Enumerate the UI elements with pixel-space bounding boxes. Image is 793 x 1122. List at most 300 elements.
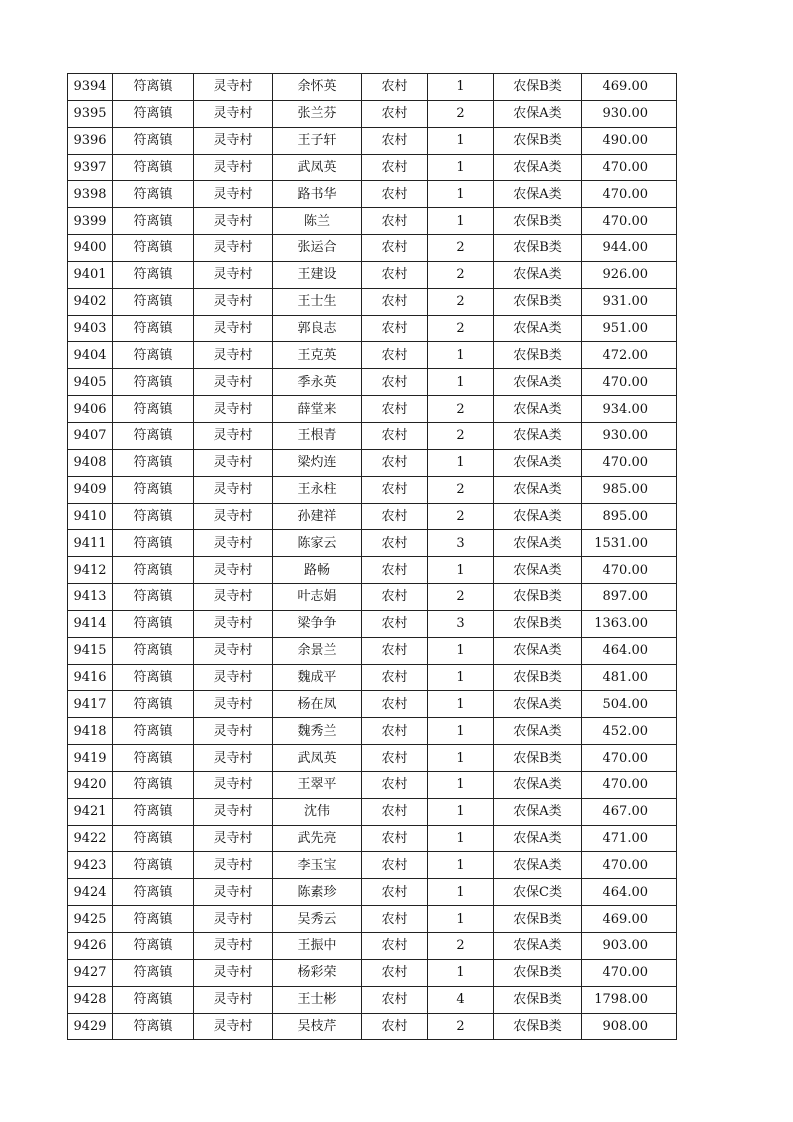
village-cell: 灵寺村	[194, 584, 273, 611]
household-size-cell: 2	[428, 933, 494, 960]
village-cell: 灵寺村	[194, 208, 273, 235]
serial-number-cell: 9414	[68, 610, 113, 637]
household-size-cell: 1	[428, 557, 494, 584]
serial-number-cell: 9417	[68, 691, 113, 718]
table-row	[68, 235, 677, 262]
serial-number-cell: 9399	[68, 208, 113, 235]
area-type-cell: 农村	[362, 503, 428, 530]
serial-number-cell: 9396	[68, 127, 113, 154]
village-cell: 灵寺村	[194, 74, 273, 101]
name-cell: 路畅	[273, 557, 362, 584]
category-cell: 农保B类	[494, 584, 582, 611]
serial-number-cell: 9412	[68, 557, 113, 584]
table-row	[68, 503, 677, 530]
name-cell: 王克英	[273, 342, 362, 369]
town-cell: 符离镇	[113, 476, 194, 503]
name-cell: 王翠平	[273, 771, 362, 798]
amount-cell: 951.00	[582, 315, 677, 342]
town-cell: 符离镇	[113, 369, 194, 396]
village-cell: 灵寺村	[194, 798, 273, 825]
category-cell: 农保A类	[494, 530, 582, 557]
town-cell: 符离镇	[113, 798, 194, 825]
serial-number-cell: 9423	[68, 852, 113, 879]
amount-cell: 470.00	[582, 369, 677, 396]
area-type-cell: 农村	[362, 879, 428, 906]
village-cell: 灵寺村	[194, 986, 273, 1013]
serial-number-cell: 9398	[68, 181, 113, 208]
category-cell: 农保A类	[494, 100, 582, 127]
category-cell: 农保A类	[494, 422, 582, 449]
area-type-cell: 农村	[362, 369, 428, 396]
area-type-cell: 农村	[362, 208, 428, 235]
town-cell: 符离镇	[113, 691, 194, 718]
name-cell: 王建设	[273, 261, 362, 288]
amount-cell: 467.00	[582, 798, 677, 825]
amount-cell: 895.00	[582, 503, 677, 530]
name-cell: 孙建祥	[273, 503, 362, 530]
town-cell: 符离镇	[113, 100, 194, 127]
serial-number-cell: 9405	[68, 369, 113, 396]
serial-number-cell: 9397	[68, 154, 113, 181]
village-cell: 灵寺村	[194, 342, 273, 369]
area-type-cell: 农村	[362, 933, 428, 960]
category-cell: 农保A类	[494, 771, 582, 798]
table-row	[68, 476, 677, 503]
village-cell: 灵寺村	[194, 718, 273, 745]
amount-cell: 469.00	[582, 74, 677, 101]
category-cell: 农保A类	[494, 691, 582, 718]
amount-cell: 926.00	[582, 261, 677, 288]
serial-number-cell: 9413	[68, 584, 113, 611]
amount-cell: 944.00	[582, 235, 677, 262]
name-cell: 陈素珍	[273, 879, 362, 906]
village-cell: 灵寺村	[194, 288, 273, 315]
category-cell: 农保A类	[494, 933, 582, 960]
household-size-cell: 1	[428, 798, 494, 825]
household-size-cell: 2	[428, 1013, 494, 1040]
town-cell: 符离镇	[113, 1013, 194, 1040]
household-size-cell: 2	[428, 100, 494, 127]
amount-cell: 903.00	[582, 933, 677, 960]
village-cell: 灵寺村	[194, 557, 273, 584]
town-cell: 符离镇	[113, 610, 194, 637]
serial-number-cell: 9410	[68, 503, 113, 530]
town-cell: 符离镇	[113, 664, 194, 691]
table-row	[68, 664, 677, 691]
table-row	[68, 906, 677, 933]
household-size-cell: 1	[428, 745, 494, 772]
area-type-cell: 农村	[362, 610, 428, 637]
serial-number-cell: 9402	[68, 288, 113, 315]
table-row	[68, 771, 677, 798]
amount-cell: 472.00	[582, 342, 677, 369]
amount-cell: 930.00	[582, 422, 677, 449]
table-row	[68, 449, 677, 476]
area-type-cell: 农村	[362, 235, 428, 262]
town-cell: 符离镇	[113, 557, 194, 584]
village-cell: 灵寺村	[194, 181, 273, 208]
village-cell: 灵寺村	[194, 100, 273, 127]
table-row	[68, 530, 677, 557]
town-cell: 符离镇	[113, 718, 194, 745]
amount-cell: 471.00	[582, 825, 677, 852]
name-cell: 叶志娟	[273, 584, 362, 611]
household-size-cell: 1	[428, 369, 494, 396]
name-cell: 武先亮	[273, 825, 362, 852]
name-cell: 余怀英	[273, 74, 362, 101]
serial-number-cell: 9420	[68, 771, 113, 798]
area-type-cell: 农村	[362, 718, 428, 745]
table-row	[68, 798, 677, 825]
town-cell: 符离镇	[113, 235, 194, 262]
town-cell: 符离镇	[113, 288, 194, 315]
household-size-cell: 1	[428, 825, 494, 852]
serial-number-cell: 9408	[68, 449, 113, 476]
amount-cell: 1363.00	[582, 610, 677, 637]
household-size-cell: 2	[428, 503, 494, 530]
town-cell: 符离镇	[113, 906, 194, 933]
table-row	[68, 584, 677, 611]
area-type-cell: 农村	[362, 825, 428, 852]
table-row	[68, 879, 677, 906]
name-cell: 杨彩荣	[273, 959, 362, 986]
household-size-cell: 1	[428, 879, 494, 906]
amount-cell: 481.00	[582, 664, 677, 691]
amount-cell: 470.00	[582, 181, 677, 208]
household-size-cell: 1	[428, 771, 494, 798]
amount-cell: 470.00	[582, 557, 677, 584]
area-type-cell: 农村	[362, 261, 428, 288]
amount-cell: 930.00	[582, 100, 677, 127]
roster-table	[67, 73, 677, 1040]
town-cell: 符离镇	[113, 986, 194, 1013]
area-type-cell: 农村	[362, 1013, 428, 1040]
household-size-cell: 2	[428, 584, 494, 611]
household-size-cell: 2	[428, 235, 494, 262]
household-size-cell: 1	[428, 342, 494, 369]
household-size-cell: 2	[428, 476, 494, 503]
category-cell: 农保A类	[494, 261, 582, 288]
table-row	[68, 261, 677, 288]
area-type-cell: 农村	[362, 852, 428, 879]
name-cell: 梁争争	[273, 610, 362, 637]
category-cell: 农保B类	[494, 745, 582, 772]
table-row	[68, 369, 677, 396]
village-cell: 灵寺村	[194, 127, 273, 154]
town-cell: 符离镇	[113, 422, 194, 449]
category-cell: 农保A类	[494, 557, 582, 584]
category-cell: 农保B类	[494, 288, 582, 315]
village-cell: 灵寺村	[194, 315, 273, 342]
town-cell: 符离镇	[113, 181, 194, 208]
household-size-cell: 1	[428, 181, 494, 208]
category-cell: 农保C类	[494, 879, 582, 906]
category-cell: 农保A类	[494, 852, 582, 879]
table-row	[68, 637, 677, 664]
area-type-cell: 农村	[362, 637, 428, 664]
village-cell: 灵寺村	[194, 906, 273, 933]
amount-cell: 469.00	[582, 906, 677, 933]
village-cell: 灵寺村	[194, 825, 273, 852]
town-cell: 符离镇	[113, 449, 194, 476]
category-cell: 农保B类	[494, 127, 582, 154]
area-type-cell: 农村	[362, 959, 428, 986]
category-cell: 农保B类	[494, 610, 582, 637]
household-size-cell: 1	[428, 154, 494, 181]
serial-number-cell: 9427	[68, 959, 113, 986]
town-cell: 符离镇	[113, 959, 194, 986]
village-cell: 灵寺村	[194, 530, 273, 557]
village-cell: 灵寺村	[194, 261, 273, 288]
area-type-cell: 农村	[362, 449, 428, 476]
household-size-cell: 2	[428, 422, 494, 449]
household-size-cell: 2	[428, 396, 494, 423]
village-cell: 灵寺村	[194, 771, 273, 798]
serial-number-cell: 9407	[68, 422, 113, 449]
name-cell: 魏成平	[273, 664, 362, 691]
household-size-cell: 1	[428, 208, 494, 235]
household-size-cell: 1	[428, 74, 494, 101]
area-type-cell: 农村	[362, 288, 428, 315]
area-type-cell: 农村	[362, 691, 428, 718]
amount-cell: 1798.00	[582, 986, 677, 1013]
name-cell: 张兰芬	[273, 100, 362, 127]
category-cell: 农保B类	[494, 342, 582, 369]
area-type-cell: 农村	[362, 422, 428, 449]
area-type-cell: 农村	[362, 396, 428, 423]
town-cell: 符离镇	[113, 637, 194, 664]
name-cell: 王永柱	[273, 476, 362, 503]
household-size-cell: 1	[428, 127, 494, 154]
amount-cell: 934.00	[582, 396, 677, 423]
category-cell: 农保A类	[494, 315, 582, 342]
town-cell: 符离镇	[113, 342, 194, 369]
area-type-cell: 农村	[362, 906, 428, 933]
village-cell: 灵寺村	[194, 1013, 273, 1040]
village-cell: 灵寺村	[194, 154, 273, 181]
table-row	[68, 208, 677, 235]
table-row	[68, 852, 677, 879]
table-row	[68, 557, 677, 584]
village-cell: 灵寺村	[194, 664, 273, 691]
name-cell: 余景兰	[273, 637, 362, 664]
name-cell: 陈家云	[273, 530, 362, 557]
town-cell: 符离镇	[113, 208, 194, 235]
town-cell: 符离镇	[113, 396, 194, 423]
name-cell: 王振中	[273, 933, 362, 960]
serial-number-cell: 9394	[68, 74, 113, 101]
town-cell: 符离镇	[113, 127, 194, 154]
name-cell: 吴枝芹	[273, 1013, 362, 1040]
name-cell: 魏秀兰	[273, 718, 362, 745]
town-cell: 符离镇	[113, 584, 194, 611]
table-row	[68, 288, 677, 315]
serial-number-cell: 9409	[68, 476, 113, 503]
name-cell: 王根青	[273, 422, 362, 449]
village-cell: 灵寺村	[194, 396, 273, 423]
amount-cell: 470.00	[582, 745, 677, 772]
name-cell: 吴秀云	[273, 906, 362, 933]
category-cell: 农保A类	[494, 637, 582, 664]
village-cell: 灵寺村	[194, 369, 273, 396]
category-cell: 农保A类	[494, 718, 582, 745]
category-cell: 农保A类	[494, 476, 582, 503]
name-cell: 武凤英	[273, 745, 362, 772]
serial-number-cell: 9421	[68, 798, 113, 825]
category-cell: 农保B类	[494, 235, 582, 262]
household-size-cell: 1	[428, 449, 494, 476]
category-cell: 农保A类	[494, 181, 582, 208]
amount-cell: 931.00	[582, 288, 677, 315]
amount-cell: 464.00	[582, 637, 677, 664]
name-cell: 武凤英	[273, 154, 362, 181]
area-type-cell: 农村	[362, 530, 428, 557]
table-row	[68, 610, 677, 637]
name-cell: 郭良志	[273, 315, 362, 342]
area-type-cell: 农村	[362, 127, 428, 154]
table-row	[68, 127, 677, 154]
category-cell: 农保A类	[494, 825, 582, 852]
category-cell: 农保B类	[494, 959, 582, 986]
serial-number-cell: 9415	[68, 637, 113, 664]
serial-number-cell: 9425	[68, 906, 113, 933]
serial-number-cell: 9429	[68, 1013, 113, 1040]
village-cell: 灵寺村	[194, 235, 273, 262]
area-type-cell: 农村	[362, 181, 428, 208]
town-cell: 符离镇	[113, 503, 194, 530]
household-size-cell: 1	[428, 691, 494, 718]
household-size-cell: 1	[428, 718, 494, 745]
area-type-cell: 农村	[362, 74, 428, 101]
household-size-cell: 3	[428, 530, 494, 557]
category-cell: 农保A类	[494, 503, 582, 530]
amount-cell: 470.00	[582, 154, 677, 181]
amount-cell: 985.00	[582, 476, 677, 503]
village-cell: 灵寺村	[194, 449, 273, 476]
household-size-cell: 1	[428, 959, 494, 986]
area-type-cell: 农村	[362, 986, 428, 1013]
household-size-cell: 2	[428, 261, 494, 288]
roster-body	[68, 74, 677, 1040]
name-cell: 薛堂来	[273, 396, 362, 423]
category-cell: 农保A类	[494, 449, 582, 476]
category-cell: 农保B类	[494, 1013, 582, 1040]
serial-number-cell: 9428	[68, 986, 113, 1013]
village-cell: 灵寺村	[194, 610, 273, 637]
amount-cell: 897.00	[582, 584, 677, 611]
household-size-cell: 1	[428, 852, 494, 879]
town-cell: 符离镇	[113, 933, 194, 960]
area-type-cell: 农村	[362, 664, 428, 691]
area-type-cell: 农村	[362, 100, 428, 127]
village-cell: 灵寺村	[194, 476, 273, 503]
town-cell: 符离镇	[113, 745, 194, 772]
category-cell: 农保A类	[494, 396, 582, 423]
table-row	[68, 100, 677, 127]
town-cell: 符离镇	[113, 530, 194, 557]
town-cell: 符离镇	[113, 771, 194, 798]
household-size-cell: 2	[428, 315, 494, 342]
area-type-cell: 农村	[362, 476, 428, 503]
table-row	[68, 691, 677, 718]
amount-cell: 452.00	[582, 718, 677, 745]
amount-cell: 470.00	[582, 449, 677, 476]
household-size-cell: 1	[428, 664, 494, 691]
amount-cell: 470.00	[582, 959, 677, 986]
name-cell: 李玉宝	[273, 852, 362, 879]
town-cell: 符离镇	[113, 315, 194, 342]
amount-cell: 490.00	[582, 127, 677, 154]
town-cell: 符离镇	[113, 154, 194, 181]
serial-number-cell: 9422	[68, 825, 113, 852]
village-cell: 灵寺村	[194, 745, 273, 772]
serial-number-cell: 9416	[68, 664, 113, 691]
area-type-cell: 农村	[362, 342, 428, 369]
name-cell: 张运合	[273, 235, 362, 262]
area-type-cell: 农村	[362, 771, 428, 798]
serial-number-cell: 9411	[68, 530, 113, 557]
name-cell: 王士彬	[273, 986, 362, 1013]
town-cell: 符离镇	[113, 852, 194, 879]
village-cell: 灵寺村	[194, 503, 273, 530]
serial-number-cell: 9406	[68, 396, 113, 423]
serial-number-cell: 9395	[68, 100, 113, 127]
town-cell: 符离镇	[113, 261, 194, 288]
town-cell: 符离镇	[113, 74, 194, 101]
town-cell: 符离镇	[113, 825, 194, 852]
category-cell: 农保A类	[494, 369, 582, 396]
village-cell: 灵寺村	[194, 933, 273, 960]
serial-number-cell: 9426	[68, 933, 113, 960]
table-row	[68, 422, 677, 449]
table-row	[68, 74, 677, 101]
serial-number-cell: 9401	[68, 261, 113, 288]
village-cell: 灵寺村	[194, 852, 273, 879]
area-type-cell: 农村	[362, 584, 428, 611]
table-row	[68, 825, 677, 852]
area-type-cell: 农村	[362, 745, 428, 772]
amount-cell: 908.00	[582, 1013, 677, 1040]
serial-number-cell: 9403	[68, 315, 113, 342]
category-cell: 农保A类	[494, 154, 582, 181]
table-row	[68, 959, 677, 986]
category-cell: 农保B类	[494, 906, 582, 933]
table-row	[68, 154, 677, 181]
amount-cell: 470.00	[582, 771, 677, 798]
table-row	[68, 986, 677, 1013]
name-cell: 杨在凤	[273, 691, 362, 718]
table-row	[68, 933, 677, 960]
name-cell: 梁灼连	[273, 449, 362, 476]
name-cell: 沈伟	[273, 798, 362, 825]
household-size-cell: 3	[428, 610, 494, 637]
village-cell: 灵寺村	[194, 691, 273, 718]
amount-cell: 464.00	[582, 879, 677, 906]
household-size-cell: 2	[428, 288, 494, 315]
amount-cell: 504.00	[582, 691, 677, 718]
table-row	[68, 396, 677, 423]
category-cell: 农保B类	[494, 74, 582, 101]
table-row	[68, 718, 677, 745]
serial-number-cell: 9404	[68, 342, 113, 369]
household-size-cell: 1	[428, 637, 494, 664]
name-cell: 陈兰	[273, 208, 362, 235]
village-cell: 灵寺村	[194, 422, 273, 449]
table-row	[68, 342, 677, 369]
village-cell: 灵寺村	[194, 959, 273, 986]
name-cell: 王士生	[273, 288, 362, 315]
household-size-cell: 1	[428, 906, 494, 933]
